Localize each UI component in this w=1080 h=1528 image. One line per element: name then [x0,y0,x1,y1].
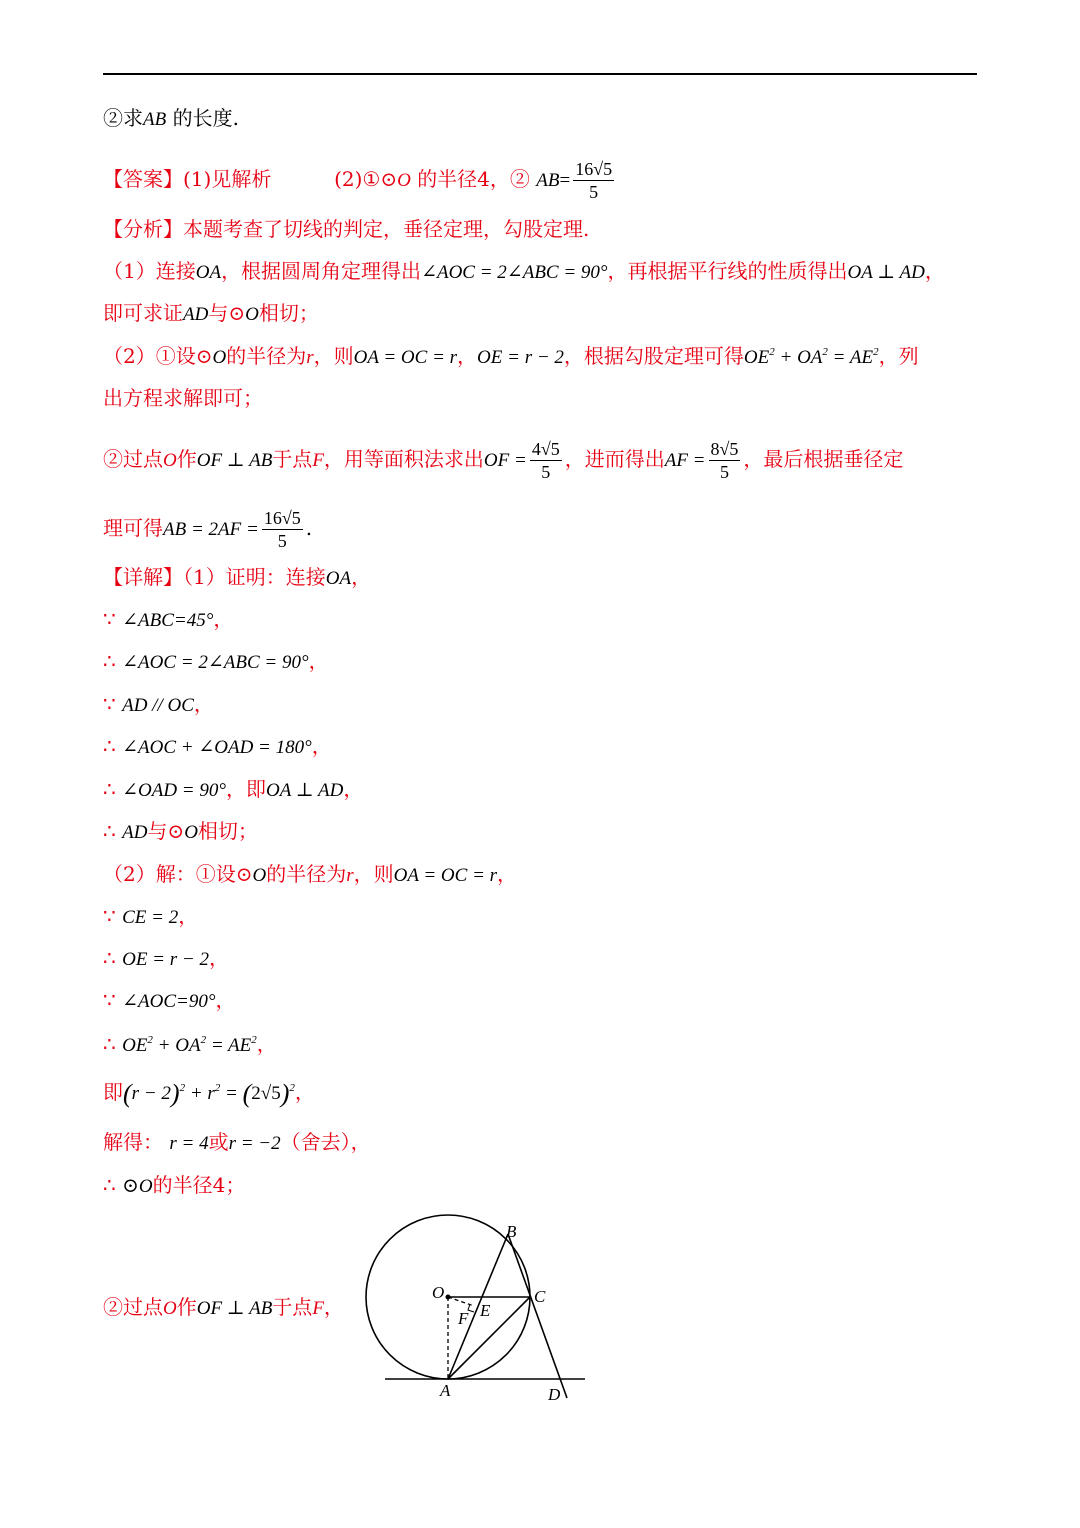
step-6: ∴ AD与⊙O相切； [103,819,258,843]
ab-fraction: $\frac{16√5}{5}$ [263,508,301,551]
of-fraction: $\frac{4√5}{5}$ [531,439,560,482]
step-13: ∴ ⊙O的半径4； [103,1173,246,1197]
label-o: O [432,1283,445,1302]
step-4: ∴ ∠AOC + ∠OAD = 180°， [103,734,332,758]
label-f: F [458,1309,469,1328]
segment-ab [448,1234,508,1379]
step-3: ∵ AD // OC， [103,692,214,716]
analysis-step-2b: 出方程求解即可； [103,386,263,410]
analysis-step-3: ②过点O作OF ⊥ AB于点F，用等面积法求出OF = $\frac{4√5}{5}$ ，进而得出AF = $\frac{8√5}{5}$ ，最后根据垂径定 [103,439,904,482]
part-2-heading: （2）解：①设⊙O的半径为r，则OA = OC = r， [103,862,518,886]
line-bd [508,1234,567,1398]
label-d: D [548,1385,561,1404]
geometry-figure [360,1210,600,1410]
analysis-step-1b: 即可求证AD与⊙O相切； [103,301,319,325]
af-fraction: $\frac{8√5}{5}$ [710,439,739,482]
step-10: ∴ $OE^2 + OA^2 = AE^2$， [103,1032,277,1056]
analysis-line: 【分析】本题考查了切线的判定，垂径定理，勾股定理. [103,217,590,241]
step-14: ②过点O作OF ⊥ AB于点F， [103,1295,344,1319]
step-11: 即$(r - 2)^2 + r^2 = (2√5)^2$， [103,1079,315,1108]
analysis-step-1: （1）连接OA，根据圆周角定理得出∠AOC = 2∠ABC = 90°，再根据平行线的性质得出OA ⊥ AD， [103,259,945,283]
question-2: ②求AB 的长度. [103,106,239,130]
step-2: ∴ ∠AOC = 2∠ABC = 90°， [103,649,329,673]
analysis-step-2: （2）①设⊙O的半径为r，则OA = OC = r，OE = r − 2，根据勾股定理可得$OE^2 + OA^2 = AE^2$，列 [103,344,919,368]
step-5: ∴ ∠OAD = 90°，即OA ⊥ AD， [103,777,364,801]
label-e: E [480,1301,491,1320]
answer-fraction: $\frac{16√5}{5}$ [575,159,613,202]
step-9: ∵ ∠AOC=90°， [103,988,236,1012]
label-b: B [506,1222,517,1241]
step-12: 解得： r = 4或r = −2（舍去）， [103,1130,371,1154]
label-c: C [534,1287,546,1306]
step-8: ∴ OE = r − 2， [103,946,229,970]
center-dot [446,1295,451,1300]
detail-heading: 【详解】（1）证明：连接OA， [103,565,372,589]
step-7: ∵ CE = 2， [103,904,199,928]
answer-line: 【答案】(1)见解析 (2)①⊙O 的半径4，② AB= $\frac{16√5}{5}$ [103,159,613,202]
step-1: ∵ ∠ABC=45°， [103,607,234,631]
header-rule [103,73,977,75]
analysis-step-3b: 理可得AB = 2AF = $\frac{16√5}{5}$ . [103,508,313,551]
label-a: A [440,1381,451,1400]
